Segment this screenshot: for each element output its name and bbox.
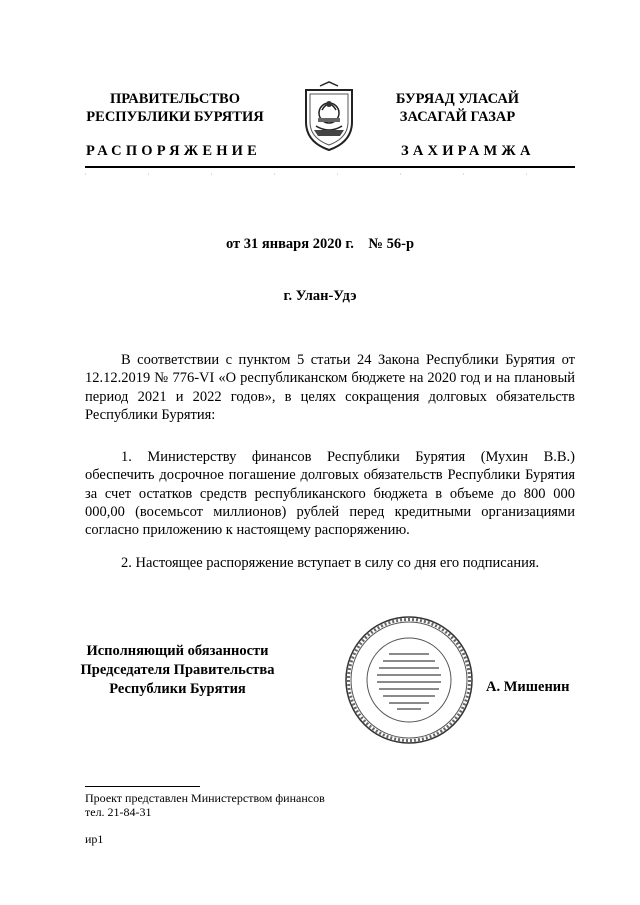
document-type-russian: РАСПОРЯЖЕНИЕ [86, 143, 262, 159]
signatory-name: А. Мишенин [486, 679, 570, 695]
signatory-title-line2: Председателя Правительства [80, 662, 275, 678]
document-city: г. Улан-Удэ [283, 288, 357, 304]
official-seal-icon [343, 614, 475, 746]
signatory-title [75, 642, 280, 699]
prepared-by-note: Проект представлен Министерством финансов [85, 791, 325, 805]
clause-2-paragraph: 2. Настоящее распоряжение вступает в силу со дня его подписания. [121, 555, 540, 571]
document-number: № 56-р [368, 236, 415, 252]
preamble-paragraph: В соответствии с пунктом 5 статьи 24 Закона Республики Бурятия от 12.12.2019 № 776-VI «О республиканском бюджете на 2020 год и на плановый период 2021 и 2022 годов», в целях сокращения долговых обязательств Республики Бурятия: [85, 352, 575, 423]
clause-1-paragraph: 1. Министерству финансов Республики Бурятия (Мухин В.В.) обеспечить досрочное погашение долговых обязательств Республики Бурятия за счет остатков средств республиканского бюджета в объеме до 800 000 000,00 (восемьсот миллионов) рублей перед кредитными организациями согласно приложению к настоящему распоряжению. [85, 449, 575, 539]
document-type-buryat: ЗАХИРАМЖА [401, 143, 535, 159]
government-title-buryat-line2: ЗАСАГАЙ ГАЗАР [399, 109, 516, 125]
document-code: ир1 [85, 832, 104, 846]
date-number-line [0, 236, 640, 253]
header-dotted-divider [85, 171, 575, 177]
document-date: от 31 января 2020 г. [225, 236, 354, 252]
signatory-title-line1: Исполняющий обязанности [86, 643, 269, 659]
header-divider [85, 166, 575, 168]
signatory-title-line3: Республики Бурятия [109, 681, 246, 697]
government-title-line2: РЕСПУБЛИКИ БУРЯТИЯ [86, 109, 264, 125]
header-left-block [70, 90, 280, 126]
contact-phone: тел. 21-84-31 [85, 805, 152, 819]
government-title-line1: ПРАВИТЕЛЬСТВО [110, 91, 240, 107]
coat-of-arms-icon [300, 80, 358, 152]
footer-divider [85, 786, 200, 787]
header-right-block [375, 90, 540, 126]
government-title-buryat-line1: БУРЯАД УЛАСАЙ [395, 91, 520, 107]
